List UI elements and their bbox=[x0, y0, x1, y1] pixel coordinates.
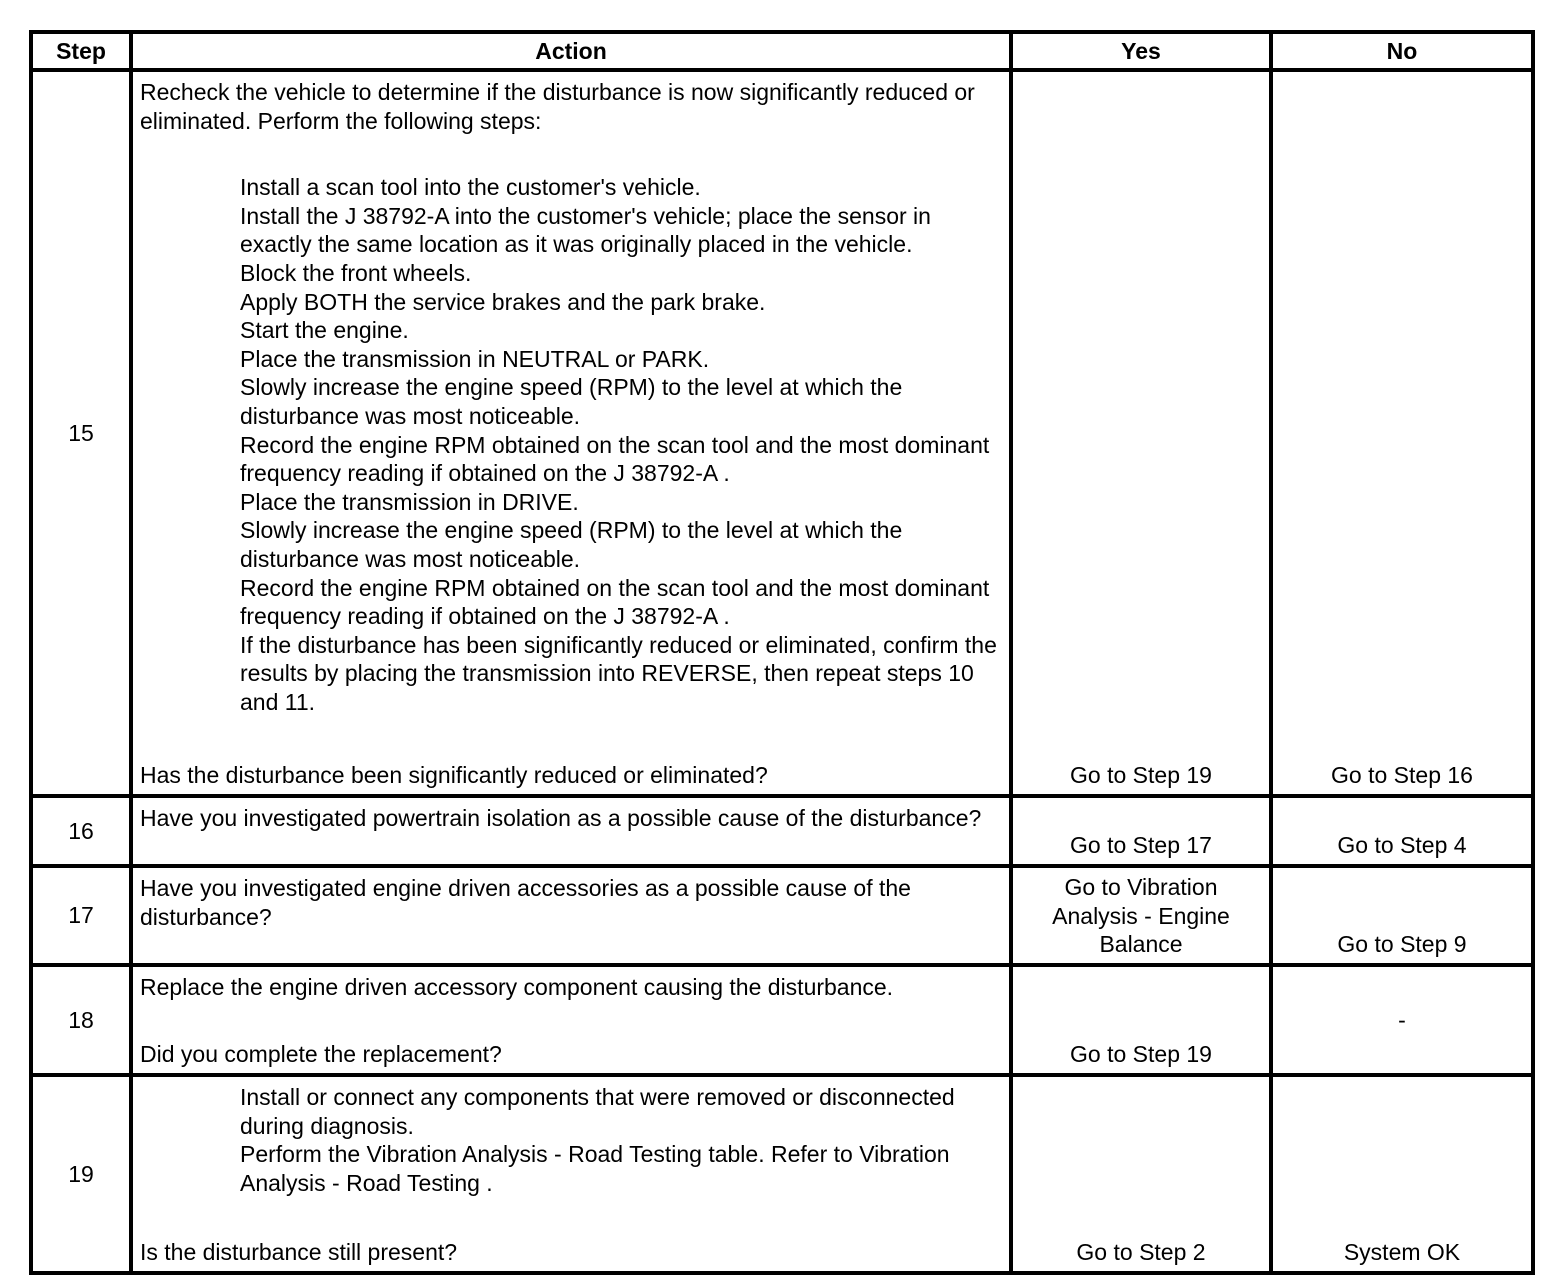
step-number: 15 bbox=[31, 70, 131, 796]
action-intro: Replace the engine driven accessory component causing the disturbance. bbox=[140, 974, 894, 1000]
procedure-steps bbox=[140, 1083, 999, 1197]
header-action: Action bbox=[131, 32, 1011, 70]
action-question: Have you investigated engine driven accessories as a possible cause of the disturbance? bbox=[140, 875, 911, 930]
header-step: Step bbox=[31, 32, 131, 70]
intro-text: Recheck the vehicle to determine if the disturbance is now significantly reduced or eliminated. Perform the following steps: bbox=[140, 79, 975, 134]
procedure-step: Record the engine RPM obtained on the scan tool and the most dominant frequency reading if obtained on the J 38792-A . bbox=[240, 574, 990, 630]
action-intro bbox=[140, 78, 999, 135]
procedure-step: Start the engine. bbox=[240, 317, 409, 344]
procedure-steps bbox=[140, 173, 999, 716]
procedure-step: Slowly increase the engine speed (RPM) to the level at which the disturbance was most noticeable. bbox=[240, 374, 903, 429]
no-result: - bbox=[1271, 965, 1533, 1075]
action-cell bbox=[131, 70, 1011, 796]
action-question: Has the disturbance been significantly reduced or eliminated? bbox=[140, 762, 768, 789]
yes-result: Go to Step 19 bbox=[1011, 70, 1271, 796]
action-cell bbox=[131, 1075, 1011, 1273]
yes-result: Go to Vibration Analysis - Engine Balance bbox=[1011, 866, 1271, 965]
yes-result: Go to Step 19 bbox=[1011, 965, 1271, 1075]
procedure-step: Block the front wheels. bbox=[240, 259, 472, 286]
procedure-step: If the disturbance has been significantly reduced or eliminated, confirm the results by placing the transmission into REVERSE, then repeat steps 10 and 11. bbox=[240, 631, 997, 715]
yes-result: Go to Step 17 bbox=[1011, 796, 1271, 866]
procedure-step: Install a scan tool into the customer's vehicle. bbox=[240, 174, 701, 201]
header-no: No bbox=[1271, 32, 1533, 70]
action-question: Have you investigated powertrain isolation as a possible cause of the disturbance? bbox=[140, 805, 982, 831]
procedure-step: Slowly increase the engine speed (RPM) to the level at which the disturbance was most noticeable. bbox=[240, 517, 903, 572]
table-row-step-15 bbox=[31, 70, 1533, 796]
table-row-step-19 bbox=[31, 1075, 1533, 1273]
diagnostic-table bbox=[29, 30, 1535, 1275]
step-number: 19 bbox=[31, 1075, 131, 1273]
action-question: Is the disturbance still present? bbox=[140, 1239, 458, 1266]
procedure-step: Install the J 38792-A into the customer's vehicle; place the sensor in exactly the same location as it was originally placed in the vehicle. bbox=[240, 202, 931, 258]
table-row-step-17 bbox=[31, 866, 1533, 965]
action-cell bbox=[131, 866, 1011, 965]
action-question: Did you complete the replacement? bbox=[140, 1041, 502, 1068]
no-result: System OK bbox=[1271, 1075, 1533, 1273]
header-row bbox=[31, 32, 1533, 70]
procedure-step: Record the engine RPM obtained on the scan tool and the most dominant frequency reading if obtained on the J 38792-A . bbox=[240, 431, 990, 487]
header-yes: Yes bbox=[1011, 32, 1271, 70]
procedure-step: Place the transmission in NEUTRAL or PARK. bbox=[240, 345, 710, 372]
procedure-step: Perform the Vibration Analysis - Road Testing table. Refer to Vibration Analysis - Road Testing . bbox=[240, 1141, 950, 1196]
no-result: Go to Step 9 bbox=[1271, 866, 1533, 965]
no-result: Go to Step 16 bbox=[1271, 70, 1533, 796]
step-number: 16 bbox=[31, 796, 131, 866]
no-result: Go to Step 4 bbox=[1271, 796, 1533, 866]
table-row-step-16 bbox=[31, 796, 1533, 866]
action-cell bbox=[131, 796, 1011, 866]
table-row-step-18 bbox=[31, 965, 1533, 1075]
yes-result: Go to Step 2 bbox=[1011, 1075, 1271, 1273]
procedure-step: Apply BOTH the service brakes and the park brake. bbox=[240, 288, 766, 315]
step-number: 17 bbox=[31, 866, 131, 965]
action-cell bbox=[131, 965, 1011, 1075]
step-number: 18 bbox=[31, 965, 131, 1075]
procedure-step: Place the transmission in DRIVE. bbox=[240, 488, 579, 515]
procedure-step: Install or connect any components that were removed or disconnected during diagnosis. bbox=[240, 1084, 955, 1139]
